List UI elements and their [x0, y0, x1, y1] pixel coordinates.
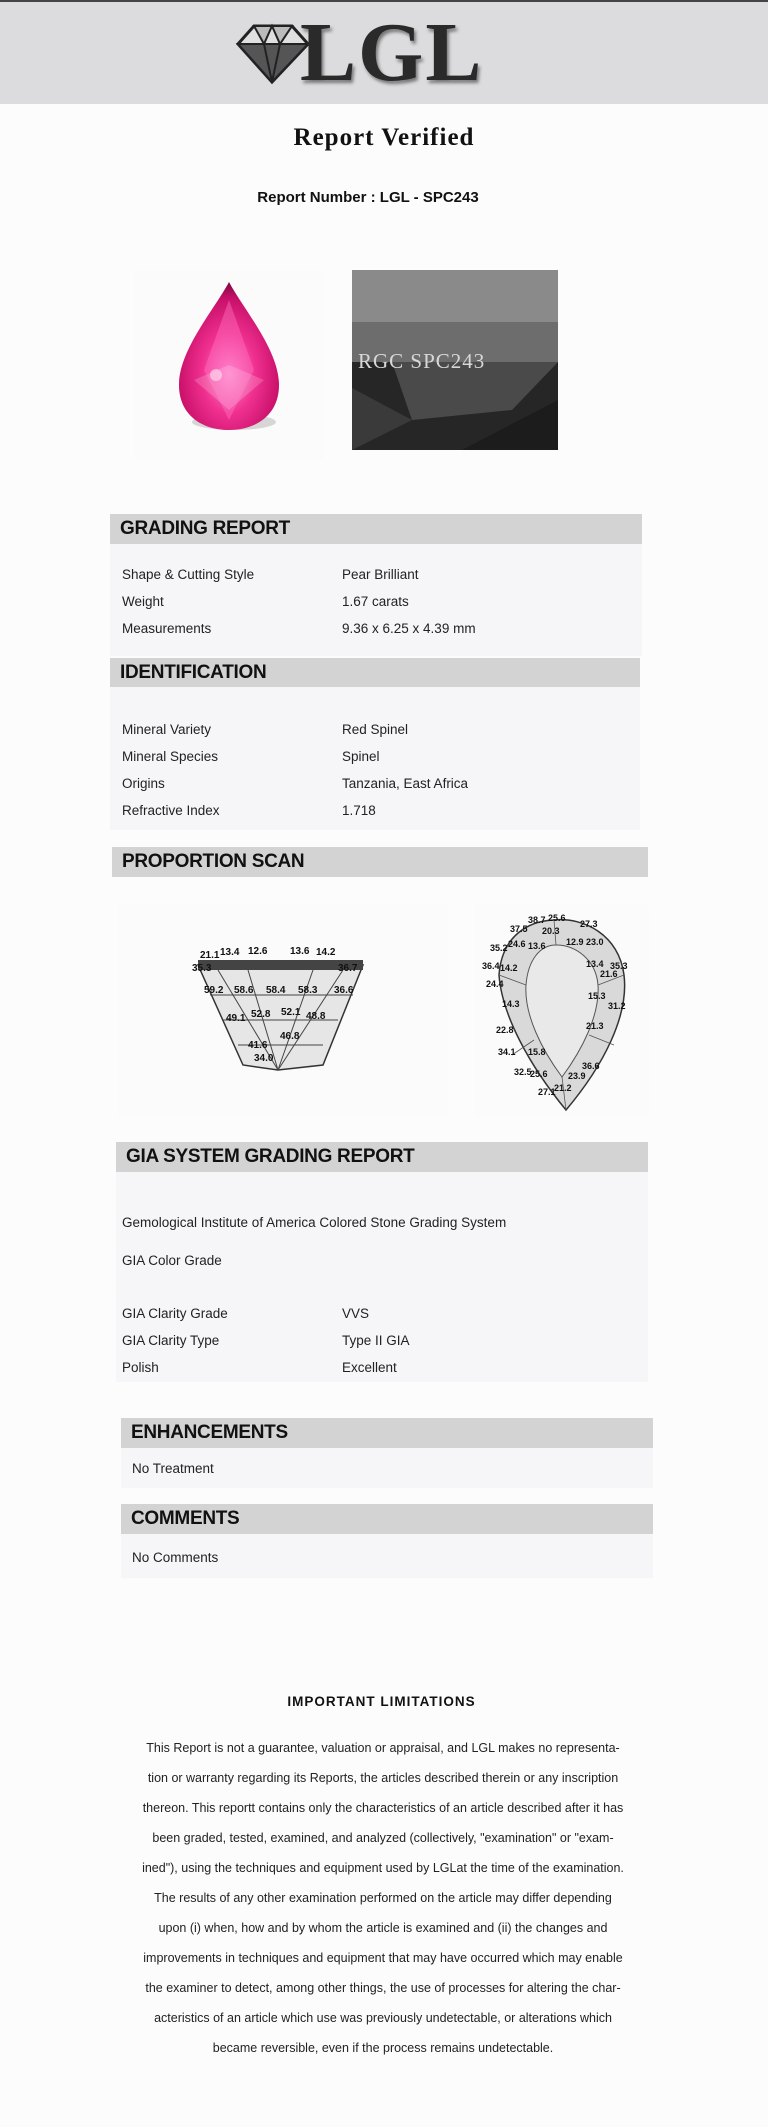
identification-value: Tanzania, East Africa: [342, 776, 469, 791]
top-label: 20.3: [542, 926, 560, 936]
grading-value: 9.36 x 6.25 x 4.39 mm: [342, 621, 476, 636]
top-label: 22.8: [496, 1025, 514, 1035]
side-profile-diagram: [118, 905, 448, 1117]
top-label: 13.6: [528, 941, 546, 951]
side-label: 12.6: [248, 946, 268, 957]
top-label: 34.1: [498, 1047, 516, 1057]
limitations-line: acteristics of an article which use was previously undetectable, or alterations which: [154, 2011, 612, 2025]
side-label: 14.2: [316, 947, 336, 958]
limitations-heading: IMPORTANT LIMITATIONS: [287, 1694, 476, 1709]
grading-value: Pear Brilliant: [342, 567, 419, 582]
top-label: 15.3: [588, 991, 606, 1001]
top-label: 15.8: [528, 1047, 546, 1057]
top-label: 23.9: [568, 1071, 586, 1081]
gia-label: GIA Clarity Grade: [122, 1306, 228, 1321]
side-label: 13.6: [290, 946, 310, 957]
side-label: 52.8: [251, 1009, 271, 1020]
report-number: Report Number : LGL - SPC243: [257, 189, 479, 206]
top-label: 21.6: [600, 969, 618, 979]
limitations-line: upon (i) when, how and by whom the article is examined and (ii) the changes and: [158, 1921, 608, 1935]
enhancements-text: No Treatment: [132, 1461, 214, 1476]
girdle-inscription-image: [352, 270, 558, 450]
enhancements-heading: ENHANCEMENTS: [121, 1418, 653, 1448]
site-header: [0, 0, 768, 104]
gia-value: VVS: [342, 1306, 370, 1321]
side-label: 41.6: [248, 1040, 268, 1051]
page-title: Report Verified: [293, 124, 475, 151]
identification-label: Mineral Species: [122, 749, 219, 764]
grading-heading: GRADING REPORT: [110, 514, 642, 544]
top-label: 35.3: [610, 961, 628, 971]
top-label: 36.6: [582, 1061, 600, 1071]
top-label: 14.2: [500, 963, 518, 973]
proportion-heading: PROPORTION SCAN: [112, 847, 648, 877]
limitations-line: been graded, tested, examined, and analyzed (collectively, "examination" or "exam-: [152, 1831, 614, 1845]
side-label: 35.3: [192, 963, 212, 974]
gia-value: Type II GIA: [342, 1333, 410, 1348]
comments-heading: COMMENTS: [121, 1504, 653, 1534]
inscription-text: RGC SPC243: [358, 349, 486, 373]
side-label: 58.6: [234, 985, 254, 996]
top-label: 21.3: [586, 1021, 604, 1031]
grading-label: Measurements: [122, 621, 212, 636]
identification-label: Origins: [122, 776, 165, 791]
comments-text: No Comments: [132, 1550, 219, 1565]
top-label: 35.2: [490, 943, 508, 953]
limitations-line: became reversible, even if the process remains undetectable.: [212, 2041, 554, 2055]
side-label: 58.3: [298, 985, 318, 996]
gia-value: Excellent: [342, 1360, 397, 1375]
top-label: 38.7: [528, 915, 546, 925]
side-label: 36.6: [334, 985, 354, 996]
side-label: 36.7: [338, 963, 358, 974]
top-label: 32.5: [514, 1067, 532, 1077]
grading-label: Weight: [122, 594, 164, 609]
limitations-line: the examiner to detect, among other things, the use of processes for altering the char-: [145, 1981, 621, 1995]
grading-label: Shape & Cutting Style: [122, 567, 255, 582]
top-label: 13.4: [586, 959, 604, 969]
gia-label: Polish: [122, 1360, 159, 1375]
inscription-photo: [352, 270, 558, 450]
pear-gem-image: [134, 270, 324, 460]
side-label: 34.0: [254, 1053, 274, 1064]
identification-heading: IDENTIFICATION: [110, 658, 640, 687]
limitations-line: ined"), using the techniques and equipment used by LGLat the time of the examination.: [142, 1861, 624, 1875]
gia-label: GIA Clarity Type: [122, 1333, 220, 1348]
gem-photo: [134, 270, 324, 460]
limitations-line: tion or warranty regarding its Reports, the articles described therein or any inscription: [147, 1771, 619, 1785]
gia-heading: GIA SYSTEM GRADING REPORT: [116, 1142, 648, 1172]
side-label: 46.8: [280, 1031, 300, 1042]
identification-value: Red Spinel: [342, 722, 409, 737]
top-label: 14.3: [502, 999, 520, 1009]
grading-value: 1.67 carats: [342, 594, 409, 609]
side-label: 49.1: [226, 1013, 246, 1024]
top-label: 37.5: [510, 924, 528, 934]
limitations-line: improvements in techniques and equipment that may have occurred which may enable: [143, 1951, 623, 1965]
top-label: 24.6: [508, 939, 526, 949]
side-label: 58.4: [266, 985, 286, 996]
top-view-diagram: [474, 905, 649, 1117]
top-label: 24.4: [486, 979, 504, 989]
top-label: 25.6: [548, 913, 566, 923]
top-label: 27.3: [580, 919, 598, 929]
limitations-line: The results of any other examination performed on the article may differ depending: [154, 1891, 612, 1905]
side-label: 59.2: [204, 985, 224, 996]
identification-value: 1.718: [342, 803, 376, 818]
side-label: 13.4: [220, 947, 240, 958]
limitations-text: [118, 1733, 648, 2063]
identification-label: Refractive Index: [122, 803, 220, 818]
limitations-line: This Report is not a guarantee, valuation or appraisal, and LGL makes no representa-: [146, 1741, 620, 1755]
side-label: 48.8: [306, 1011, 326, 1022]
side-label: 52.1: [281, 1007, 301, 1018]
top-label: 31.2: [608, 1001, 626, 1011]
top-label: 27.1: [538, 1087, 556, 1097]
side-label: 21.1: [200, 950, 220, 961]
gia-color-grade-label: GIA Color Grade: [122, 1253, 222, 1268]
top-label: 25.6: [530, 1069, 548, 1079]
top-label: 12.9: [566, 937, 584, 947]
identification-label: Mineral Variety: [122, 722, 212, 737]
top-label: 23.0: [586, 937, 604, 947]
identification-value: Spinel: [342, 749, 380, 764]
limitations-line: thereon. This reportt contains only the characteristics of an article described after it has: [142, 1801, 624, 1815]
brand-logo-text: LGL: [300, 6, 484, 99]
top-label: 21.2: [554, 1083, 572, 1093]
gia-system-line: Gemological Institute of America Colored Stone Grading System: [122, 1215, 507, 1230]
top-label: 36.4: [482, 961, 500, 971]
